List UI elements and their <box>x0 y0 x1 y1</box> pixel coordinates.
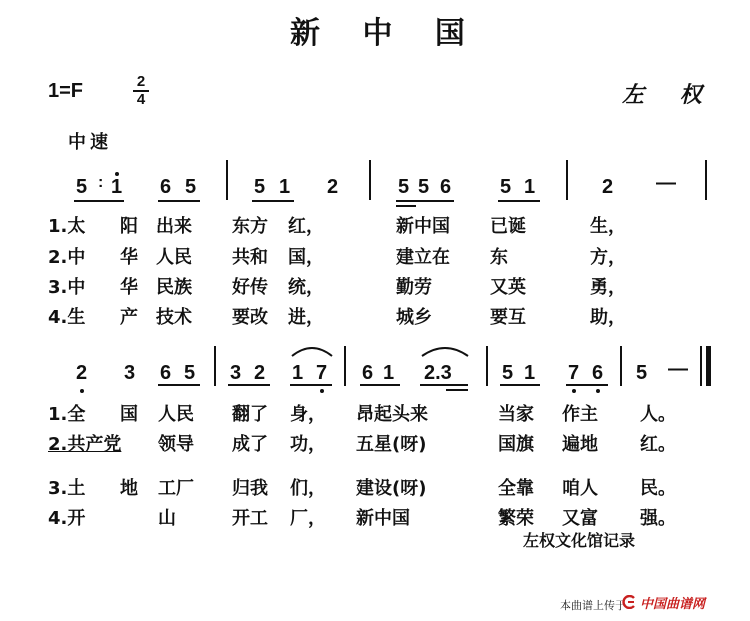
lyric-syllable: 华 <box>120 277 138 298</box>
high-octave-dot <box>115 172 119 176</box>
lyric-syllable: 勤劳 <box>396 277 432 298</box>
low-octave-dot <box>596 389 600 393</box>
lyric-syllable: 1.全 <box>48 404 86 425</box>
underline <box>420 384 468 386</box>
barline <box>486 346 488 386</box>
underline <box>74 200 124 202</box>
note: 1 <box>111 176 123 198</box>
lyric-syllable: 好传 <box>232 277 268 298</box>
lyric-syllable: 作主 <box>562 404 598 425</box>
barline <box>620 346 622 386</box>
note: 6 <box>160 362 172 384</box>
lyric-syllable: 国旗 <box>498 434 534 455</box>
lyric-syllable: 出来 <box>156 216 192 237</box>
lyric-syllable: 新中国 <box>356 508 410 529</box>
lyric-syllable: 功， <box>290 434 326 455</box>
slur-mark <box>420 342 470 358</box>
note: 5 <box>502 362 514 384</box>
lyric-syllable: 建立在 <box>396 247 450 268</box>
site-name[interactable]: 中国曲谱网 <box>640 597 706 612</box>
lyric-syllable: 又英 <box>490 277 526 298</box>
note: 2 <box>602 176 614 198</box>
lyric-syllable: 进， <box>288 307 324 328</box>
note: 5 <box>418 176 430 198</box>
note: 5 <box>398 176 410 198</box>
lyric-syllable: 人。 <box>640 404 676 425</box>
lyric-syllable: 领导 <box>158 434 194 455</box>
lyric-syllable: 昂起头来 <box>356 404 428 425</box>
note: 1 <box>279 176 291 198</box>
lyric-syllable: 3.土 <box>48 478 86 499</box>
site-logo-icon <box>622 595 636 609</box>
underline <box>446 389 468 391</box>
note: 1 <box>524 362 536 384</box>
note: 5 <box>254 176 266 198</box>
note: 1 <box>383 362 395 384</box>
note: 2 <box>327 176 339 198</box>
final-barline-thin <box>700 346 702 386</box>
lyric-syllable: 成了 <box>232 434 268 455</box>
note: 5 <box>184 362 196 384</box>
barline <box>214 346 216 386</box>
lyric-syllable: 当家 <box>498 404 534 425</box>
note: 2 <box>254 362 266 384</box>
barline <box>226 160 228 200</box>
lyric-syllable: 方， <box>590 247 626 268</box>
underline <box>360 384 400 386</box>
underline <box>290 384 332 386</box>
lyric-syllable: 建设(呀) <box>356 478 427 499</box>
note-dash: — <box>656 172 676 194</box>
lyric-syllable: 人民 <box>156 247 192 268</box>
lyric-syllable: 开工 <box>232 508 268 529</box>
meter-top: 2 <box>136 73 146 90</box>
lyric-syllable: 五星(呀) <box>356 434 427 455</box>
lyric-syllable: 国， <box>288 247 324 268</box>
lyric-syllable: 红， <box>288 216 324 237</box>
underline <box>500 384 540 386</box>
time-signature <box>132 74 150 108</box>
recorder-credit: 左权文化馆记录 <box>523 531 636 550</box>
lyric-syllable: 东 <box>490 247 508 268</box>
lyric-syllable: 们， <box>290 478 326 499</box>
low-octave-dot <box>572 389 576 393</box>
note: 2.3 <box>424 362 452 384</box>
lyric-syllable: 产 <box>120 307 138 328</box>
lyric-syllable: 翻了 <box>232 404 268 425</box>
underline <box>158 384 200 386</box>
low-octave-dot <box>80 389 84 393</box>
lyric-syllable: 2.中 <box>48 247 86 268</box>
underline <box>396 205 416 207</box>
underline <box>498 200 540 202</box>
lyric-syllable: 身， <box>290 404 326 425</box>
note: 7 <box>568 362 580 384</box>
lyric-syllable: 阳 <box>120 216 138 237</box>
note: 2 <box>76 362 88 384</box>
note: 5 <box>76 176 88 198</box>
lyric-syllable: 勇， <box>590 277 626 298</box>
note: 5 <box>185 176 197 198</box>
lyric-syllable: 地 <box>120 478 138 499</box>
lyric-syllable: 强。 <box>640 508 676 529</box>
lyric-syllable: 3.中 <box>48 277 86 298</box>
lyric-syllable: 厂， <box>290 508 326 529</box>
lyric-syllable: 2.共产党 <box>48 434 122 455</box>
underline <box>158 200 200 202</box>
lyric-syllable: 技术 <box>156 307 192 328</box>
lyric-syllable: 民。 <box>640 478 676 499</box>
lyric-syllable: 民族 <box>156 277 192 298</box>
note: 6 <box>160 176 172 198</box>
meter-bottom: 4 <box>136 91 146 108</box>
note: 6 <box>592 362 604 384</box>
key-signature: 1=F <box>48 80 84 102</box>
note: 1 <box>292 362 304 384</box>
note: 5 <box>500 176 512 198</box>
underline <box>228 384 270 386</box>
upload-note: 本曲谱上传于 <box>560 599 626 612</box>
note: 6 <box>440 176 452 198</box>
slur-mark <box>290 342 334 358</box>
note: 5 <box>636 362 648 384</box>
underline <box>566 384 608 386</box>
barline <box>705 160 707 200</box>
note: 6 <box>362 362 374 384</box>
low-octave-dot <box>320 389 324 393</box>
lyric-syllable: 咱人 <box>562 478 598 499</box>
lyric-syllable: 要互 <box>490 307 526 328</box>
lyric-syllable: 繁荣 <box>498 508 534 529</box>
lyric-syllable: 生， <box>590 216 626 237</box>
note-separator: : <box>98 174 104 191</box>
lyric-syllable: 工厂 <box>158 478 194 499</box>
lyric-syllable: 新中国 <box>396 216 450 237</box>
note-dash: — <box>668 358 688 380</box>
lyric-syllable: 遍地 <box>562 434 598 455</box>
lyric-syllable: 归我 <box>232 478 268 499</box>
lyric-syllable: 要改 <box>232 307 268 328</box>
composer: 左 权 <box>622 82 716 108</box>
lyric-syllable: 共和 <box>232 247 268 268</box>
note: 7 <box>316 362 328 384</box>
note: 3 <box>230 362 242 384</box>
lyric-syllable: 全靠 <box>498 478 534 499</box>
lyric-syllable: 国 <box>120 404 138 425</box>
barline <box>369 160 371 200</box>
lyric-syllable: 人民 <box>158 404 194 425</box>
barline <box>566 160 568 200</box>
note: 3 <box>124 362 136 384</box>
lyric-syllable: 城乡 <box>396 307 432 328</box>
lyric-syllable: 山 <box>158 508 176 529</box>
lyric-syllable: 红。 <box>640 434 676 455</box>
lyric-syllable: 4.开 <box>48 508 86 529</box>
lyric-syllable: 助， <box>590 307 626 328</box>
note: 1 <box>524 176 536 198</box>
lyric-syllable: 统， <box>288 277 324 298</box>
lyric-syllable: 已诞 <box>490 216 526 237</box>
barline <box>344 346 346 386</box>
underline <box>252 200 294 202</box>
lyric-syllable: 1.太 <box>48 216 86 237</box>
final-barline-thick <box>706 346 711 386</box>
underline <box>396 200 454 202</box>
lyric-syllable: 4.生 <box>48 307 86 328</box>
tempo-marking: 中速 <box>68 132 112 153</box>
lyric-syllable: 东方 <box>232 216 268 237</box>
song-title: 新 中 国 <box>290 16 481 51</box>
lyric-syllable: 华 <box>120 247 138 268</box>
lyric-syllable: 又富 <box>562 508 598 529</box>
